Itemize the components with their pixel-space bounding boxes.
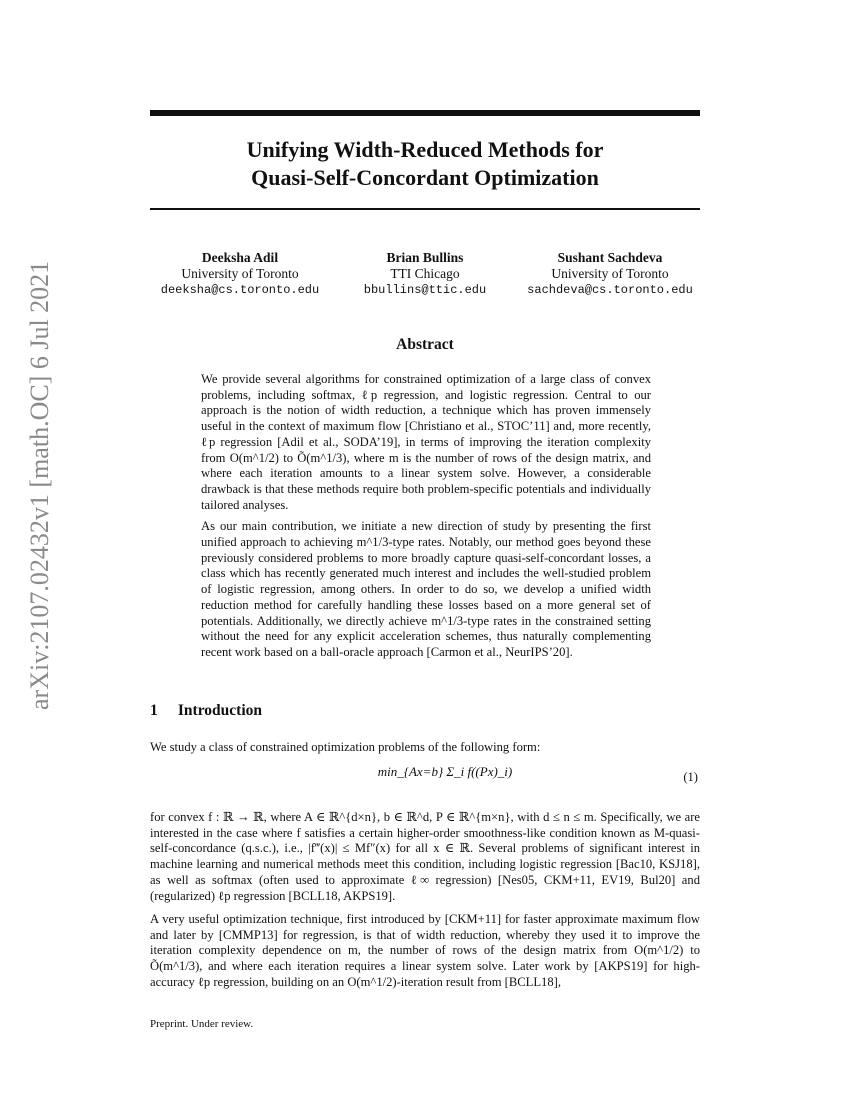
title-line-1: Unifying Width-Reduced Methods for — [246, 137, 604, 162]
author-name: Deeksha Adil — [201, 250, 279, 265]
author-affiliation: TTI Chicago — [390, 266, 460, 281]
arxiv-side-label: arXiv:2107.02432v1 [math.OC] 6 Jul 2021 — [25, 260, 54, 710]
author-name: Brian Bullins — [386, 250, 464, 265]
footer-note: Preprint. Under review. — [150, 1018, 254, 1030]
author-affiliation: University of Toronto — [181, 266, 299, 281]
author-email: sachdeva@cs.toronto.edu — [527, 283, 693, 297]
equation-1 — [150, 764, 700, 804]
section-title: Introduction — [177, 702, 262, 719]
abstract-paragraph-1: We provide several algorithms for constrained optimization of a large class of convex problems, including softmax, ℓp regression, and logistic regression. Central to our approach is the notion of width reduction, a technique which has proven immensely useful in the context of maximum flow [Christiano et al., STOC’11] and, more recently, ℓp regression [Adil et al., SODA’19], in terms of improving the iteration complexity from O(m^1/2) to Õ(m^1/3), where m is the number of rows of the design matrix, and where each iteration amounts to a linear system solve. However, a considerable drawback is that these methods require both problem-specific potentials and individually tailored analyses. — [201, 372, 651, 512]
author-email: bbullins@ttic.edu — [363, 283, 487, 297]
author-name: Sushant Sachdeva — [557, 250, 663, 265]
body-paragraph-2: A very useful optimization technique, first introduced by [CKM+11] for faster approximate maximum flow and later by [CMMP13] for regression, is that of width reduction, whereby they used it to improve the iteration complexity dependence on m, the number of rows of the design matrix from O(m^1/2) to Õ(m^1/3), and where each iteration requires a linear system solve. Later work by [AKPS19] for high-accuracy ℓp regression, building on an O(m^1/2)-iteration result from [BCLL18], — [150, 912, 700, 989]
section-number: 1 — [150, 702, 158, 719]
equation-number: (1) — [683, 770, 698, 784]
body-paragraph-1: for convex f : ℝ → ℝ, where A ∈ ℝ^{d×n}, b ∈ ℝ^d, P ∈ ℝ^{m×n}, with d ≤ n ≤ m. Specifically, we are interested in the case where f satisfies a certain higher-order smoothness-like condition known as M-quasi-self-concordance (q.s.c.), i.e., |f‴(x)| ≤ Mf″(x) for all x ∈ ℝ. Several problems of significant interest in machine learning and numerical methods meet this condition, including logistic regression [Bac10, KSJ18], as well as softmax (often used to approximate ℓ∞ regression) [Nes05, CKM+11, EV19, Bul20] and (regularized) ℓp regression [BCLL18, AKPS19]. — [150, 810, 700, 903]
intro-sentence: We study a class of constrained optimization problems of the following form: — [150, 740, 541, 754]
paper-title — [150, 136, 700, 192]
section-heading — [150, 702, 262, 720]
author — [350, 250, 500, 298]
abstract-paragraph-2: As our main contribution, we initiate a new direction of study by presenting the first unified approach to achieving m^1/3-type rates. Notably, our method goes beyond these previously considered problems to more broadly capture quasi-self-concordant losses, a class which has recently generated much interest and includes the well-studied problem of logistic regression, among others. In order to do so, we develop a unified width reduction method for carefully handling these losses based on a more general set of potentials. Additionally, we directly achieve m^1/3-type rates in the constrained setting without the need for any explicit acceleration schemes, thus naturally complementing recent work based on a ball-oracle approach [Carmon et al., NeurIPS’20]. — [201, 519, 651, 659]
author-affiliation: University of Toronto — [551, 266, 669, 281]
abstract-body — [201, 372, 651, 667]
title-rule-bottom — [150, 208, 700, 210]
author-block — [150, 250, 700, 310]
title-rule-top — [150, 110, 700, 116]
author-email: deeksha@cs.toronto.edu — [160, 283, 320, 297]
abstract-heading: Abstract — [396, 336, 454, 353]
equation-formula: min_{Ax=b} Σ_i f((Px)_i) — [377, 764, 513, 779]
title-line-2: Quasi-Self-Concordant Optimization — [251, 165, 599, 190]
author — [160, 250, 320, 298]
author — [520, 250, 700, 298]
